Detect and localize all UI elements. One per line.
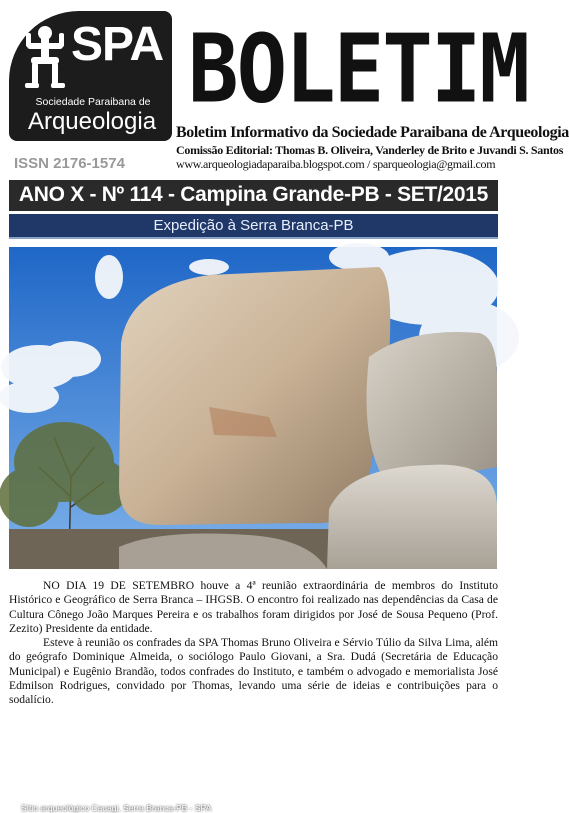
issue-info: ANO X - Nº 114 - Campina Grande-PB - SET/2015 — [18, 183, 489, 206]
contact-links: www.arqueologiadaparaiba.blogspot.com / sparqueologia@gmail.com — [176, 157, 496, 171]
article-body — [9, 579, 498, 708]
issn-number: ISSN 2176-1574 — [14, 155, 125, 172]
article-paragraph: NO DIA 19 DE SETEMBRO houve a 4ª reunião extraordinária de membros do Instituto Histórico e Geográfico de Serra Branca – IHGSB. O encontro foi realizado nas dependências da Casa de Cultura Cônego João Marques Pereira e os trabalhos foram dirigidos por José de Sousa Pequeno (Prof. Zezito) Presidente da entidade. — [9, 579, 498, 635]
rock-art-figure-icon — [23, 23, 67, 93]
logo-name-line2: Arqueologia — [27, 108, 157, 135]
section-bar — [9, 214, 498, 239]
masthead-title: BOLETIM — [188, 14, 529, 124]
editorial-committee: Comissão Editorial: Thomas B. Oliveira, Vanderley de Brito e Juvandi S. Santos — [176, 143, 564, 157]
section-title: Expedição à Serra Branca-PB — [153, 217, 354, 234]
logo-name-line1: Sociedade Paraibana de — [35, 96, 151, 108]
issue-bar — [9, 180, 498, 211]
article-paragraph: Esteve à reunião os confrades da SPA Thomas Bruno Oliveira e Sérvio Túlio da Silva Lima, além do geógrafo Dominique Almeida, o sociólogo Paulo Giovani, a Sra. Dudá (Secretária de Educação Municipal) e Eugênio Brandão, todos confrades do Instituto, e também o advogado e memorialista José Edmilson Rodrigues, convidado por Thomas, levando uma série de ideias e contribuições para o sodalício. — [9, 636, 498, 707]
spa-logo — [9, 11, 172, 141]
photo-caption: Sítio arqueológico Cauagi, Serra Branca-PB - SPA — [21, 803, 212, 813]
logo-abbreviation: SPA — [71, 18, 164, 71]
masthead-subtitle: Boletim Informativo da Sociedade Paraibana de Arqueologia — [176, 124, 569, 141]
